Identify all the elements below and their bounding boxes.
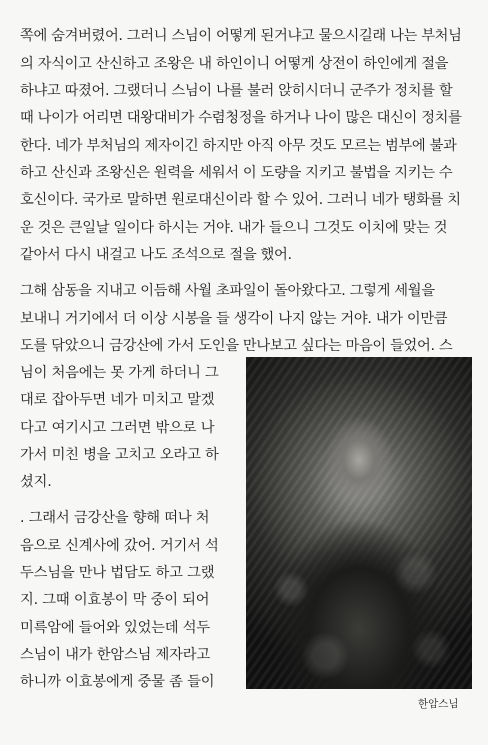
text-line: 셨지.: [20, 474, 52, 490]
text-line: 쪽에 숨겨버렸어. 그러니 스님이 어떻게 된거냐고 물으시길래 나는 부처님: [20, 28, 462, 44]
text-line: 같아서 다시 내걸고 나도 조석으로 절을 했어.: [20, 247, 292, 263]
text-line: 다고 여기시고 그러면 밖으로 나: [20, 420, 215, 436]
text-line: 의 자식이고 산신하고 조왕은 내 하인이니 어떻게 상전이 하인에게 절을: [20, 56, 449, 72]
text-line: 하냐고 따졌어. 그랬더니 스님이 나를 불러 앉히시더니 군주가 정치를 할: [20, 83, 453, 99]
text-line: 하고 산신과 조왕신은 원력을 세워서 이 도량을 지키고 불법을 지키는 수: [20, 165, 453, 181]
text-line: 미륵암에 들어와 있었는데 석두: [20, 620, 210, 636]
text-line: 하니까 이효봉에게 중물 좀 들이: [20, 674, 215, 690]
text-line: 도를 닦았으니 금강산에 가서 도인을 만나보고 싶다는 마음이 들었어. 스: [20, 338, 453, 354]
text-line: 한다. 네가 부처님의 제자이긴 하지만 아직 아무 것도 모르는 범부에 불과: [20, 138, 457, 154]
text-line: 운 것은 큰일날 일이다 하시는 거야. 내가 들으니 그것도 이치에 맞는 것: [20, 220, 448, 236]
text-line: 지. 그때 이효봉이 막 중이 되어: [20, 592, 210, 608]
photo-texture: [246, 357, 472, 689]
text-line: 때 나이가 어리면 대왕대비가 수렴청정을 하거나 나이 많은 대신이 정치를: [20, 110, 462, 126]
text-line: 보내니 거기에서 더 이상 시봉을 들 생각이 나지 않는 거야. 내가 이만큼: [20, 311, 448, 327]
text-line: 님이 처음에는 못 가게 하더니 그: [20, 365, 219, 381]
text-line: . 그래서 금강산을 향해 떠나 처: [20, 510, 210, 526]
text-line: 두스님을 만나 법담도 하고 그랬: [20, 565, 215, 581]
photo-caption: 한암스님: [418, 698, 459, 710]
text-line: 스님이 내가 한암스님 제자라고: [20, 647, 210, 663]
monk-portrait-photo: [246, 357, 472, 689]
text-line: 호신이다. 국가로 말하면 원로대신이라 할 수 있어. 그러니 네가 탱화를 치: [20, 192, 461, 208]
text-line: 가서 미친 병을 고치고 오라고 하: [20, 447, 219, 463]
text-line: 대로 잡아두면 네가 미치고 말겠: [20, 392, 215, 408]
text-line: 음으로 신계사에 갔어. 거기서 석: [20, 538, 219, 554]
text-line: 그해 삼동을 지내고 이듬해 사월 초파일이 돌아왔다고. 그렇게 세월을: [20, 283, 435, 299]
